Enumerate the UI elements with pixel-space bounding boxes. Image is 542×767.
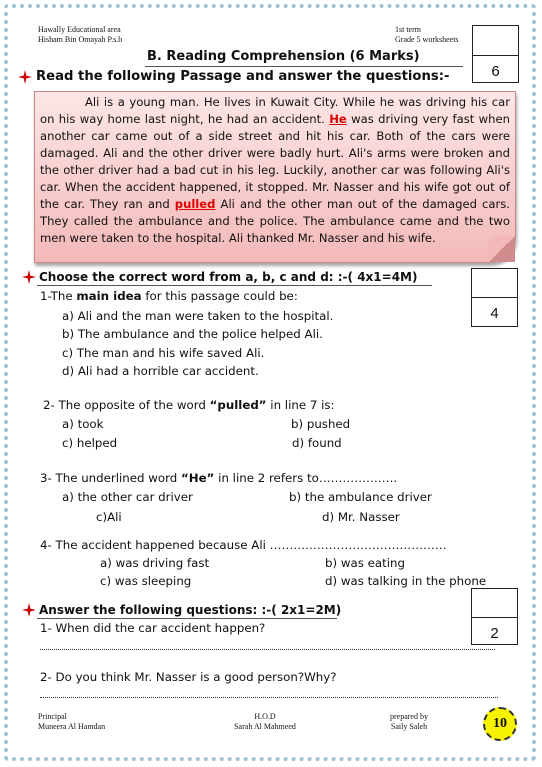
footer-principal <box>38 712 105 732</box>
passage-text-2: was driving very fast when another car came out of a side street and hit his car. Both of the cars were damaged. Ali and the other driver were badly hurt. Ali's arms were broken and the other driver had a bad cut in his leg. Luckily, another car was following Ali's car. When the accident happened, it stopped. Mr. Nasser and his wife got out of the car. They ran and <box>40 112 510 211</box>
q4-option-b[interactable]: b) was eating <box>325 556 405 570</box>
q3-option-d[interactable]: d) Mr. Nasser <box>322 510 400 524</box>
header-area: Hawally Educational area <box>38 25 121 34</box>
divider <box>37 285 432 286</box>
header-grade: Grade 5 worksheets <box>395 35 459 44</box>
q3-option-b[interactable]: b) the ambulance driver <box>289 490 432 504</box>
answer-question-1: 1- When did the car accident happen? <box>40 621 266 635</box>
answer-line-2[interactable] <box>40 697 498 698</box>
q2-suffix: in line 7 is: <box>266 398 335 412</box>
q1-option-d[interactable]: d) Ali had a horrible car accident. <box>62 363 259 378</box>
hod-name: Sarah Al Mahmeed <box>234 722 296 731</box>
red-star-icon <box>18 70 32 84</box>
principal-label: Principal <box>38 712 67 721</box>
q1-prefix: 1-The <box>40 289 77 303</box>
q1-options <box>62 307 333 380</box>
mcq-score-box <box>471 268 518 327</box>
divider <box>37 618 337 619</box>
q2-option-d[interactable]: d) found <box>292 436 342 450</box>
passage-word-he: He <box>329 112 347 126</box>
passage-word-pulled: pulled <box>174 197 216 211</box>
divider <box>145 66 463 67</box>
red-star-icon <box>22 270 36 284</box>
q1-suffix: for this passage could be: <box>141 289 298 303</box>
q3-suffix: in line 2 refers to……………….. <box>214 471 398 485</box>
principal-name: Muneera Al Hamdan <box>38 722 106 731</box>
total-score-badge: 10 <box>483 707 517 741</box>
question-2 <box>43 398 335 412</box>
mcq-instruction: Choose the correct word from a, b, c and d: :-( 4x1=4M) <box>39 270 418 284</box>
answer-line-1[interactable] <box>40 649 495 650</box>
q1-bold: main idea <box>76 289 142 303</box>
red-star-icon <box>22 603 36 617</box>
question-3 <box>40 471 397 485</box>
q4-option-d[interactable]: d) was talking in the phone <box>325 574 487 588</box>
answer-instruction: Answer the following questions: :-( 2x1=2M) <box>39 603 342 617</box>
q3-prefix: 3- The underlined word <box>40 471 182 485</box>
footer-hod <box>230 712 300 732</box>
q3-option-a[interactable]: a) the other car driver <box>62 490 193 504</box>
footer-prepared <box>383 712 435 732</box>
section-score-box <box>472 25 519 83</box>
passage-text-3: Ali and the other man out of the damaged cars. They called the ambulance and the police. The ambulance came and the two men were taken to the hospital. Ali thanked Mr. Nasser and his wife. <box>40 197 510 245</box>
hod-label: H.O.D <box>254 712 276 721</box>
prepared-label: prepared by <box>390 712 428 721</box>
mcq-mark: 4 <box>490 305 499 322</box>
q2-option-a[interactable]: a) took <box>62 417 104 431</box>
worksheet-header <box>395 25 459 45</box>
answer-question-2: 2- Do you think Mr. Nasser is a good person?Why? <box>40 670 337 684</box>
section-mark: 6 <box>491 63 500 80</box>
q2-bold: “pulled” <box>209 398 267 412</box>
header-term: 1st term <box>395 25 421 34</box>
prepared-name: Saily Saleh <box>390 722 428 731</box>
reading-passage <box>34 91 516 263</box>
school-header <box>38 25 122 45</box>
question-1 <box>40 289 298 303</box>
q2-prefix: 2- The opposite of the word <box>43 398 210 412</box>
question-4: 4- The accident happened because Ali ……………………………………… <box>40 538 447 552</box>
q2-option-b[interactable]: b) pushed <box>291 417 351 431</box>
section-title: B. Reading Comprehension (6 Marks) <box>147 49 420 64</box>
q4-option-a[interactable]: a) was driving fast <box>100 556 210 570</box>
passage-text-1: Ali is a young man. He lives in Kuwait City. While he was driving his car on his way home last night, he had an accident. <box>40 95 510 126</box>
q1-option-c[interactable]: c) The man and his wife saved Ali. <box>62 345 265 360</box>
answer-mark: 2 <box>490 625 499 642</box>
passage-instruction: Read the following Passage and answer the questions:- <box>36 69 450 84</box>
q4-option-c[interactable]: c) was sleeping <box>100 574 192 588</box>
q1-option-a[interactable]: a) Ali and the man were taken to the hospital. <box>62 309 334 323</box>
q3-bold: “He” <box>181 471 215 485</box>
header-school: Hisham Bin Omayah P.s.b <box>38 35 123 44</box>
q2-option-c[interactable]: c) helped <box>62 436 118 450</box>
answer-score-box <box>471 588 518 645</box>
page-fold-decoration <box>489 236 515 262</box>
q1-option-b[interactable]: b) The ambulance and the police helped Ali. <box>62 327 323 342</box>
q3-option-c[interactable]: c)Ali <box>96 510 122 524</box>
